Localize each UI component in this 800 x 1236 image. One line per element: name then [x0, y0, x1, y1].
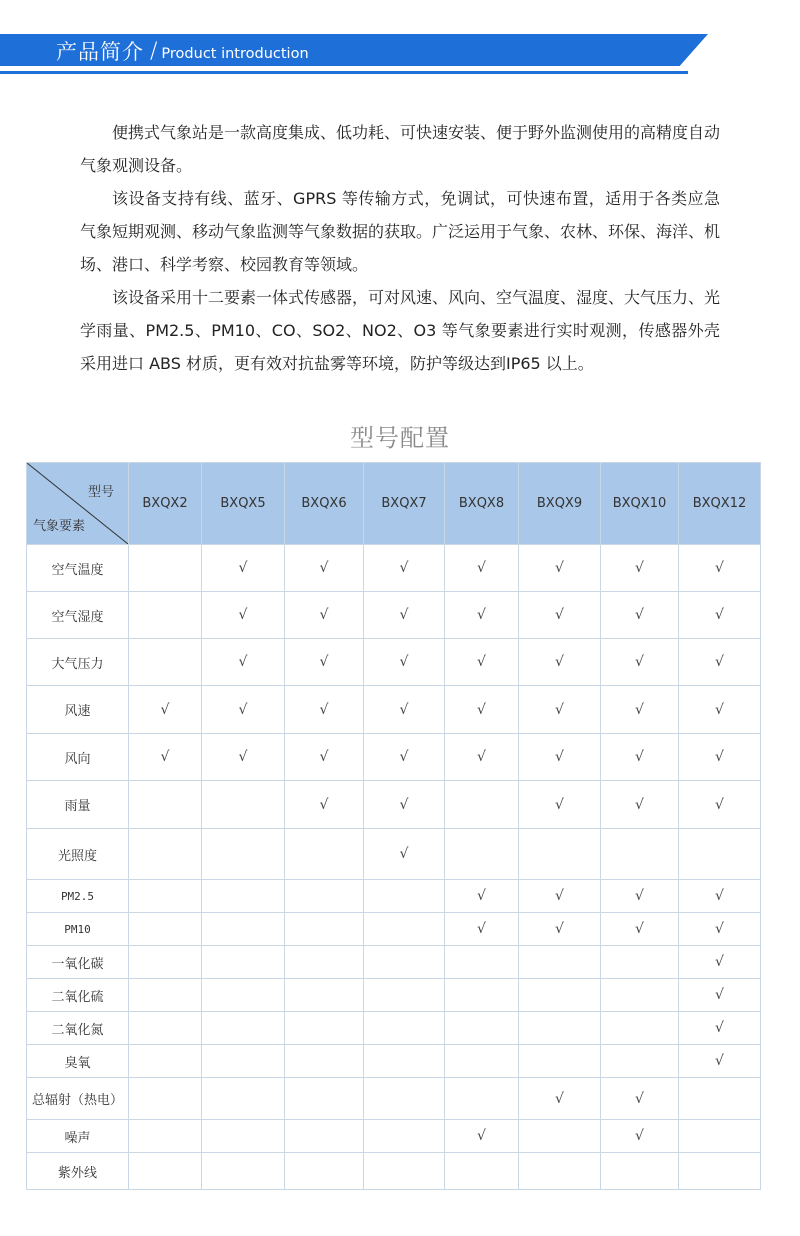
config-cell: [285, 1012, 364, 1045]
config-cell: [285, 1153, 364, 1190]
corner-label-element: 气象要素: [33, 519, 86, 534]
check-mark-icon: √: [319, 749, 329, 765]
check-mark-icon: √: [238, 749, 248, 765]
check-mark-icon: √: [715, 560, 724, 576]
section-banner: [0, 0, 800, 80]
row-label: 臭氧: [27, 1045, 129, 1078]
config-cell: [601, 979, 679, 1012]
table-title: 型号配置: [350, 424, 450, 452]
config-cell: [129, 686, 202, 734]
config-cell: [285, 545, 364, 592]
config-cell: [285, 829, 364, 880]
config-cell: [601, 1120, 679, 1153]
config-cell: [202, 1012, 285, 1045]
intro-paragraph: 便携式气象站是一款高度集成、低功耗、可快速安装、便于野外监测使用的高精度自动气象观测设备。: [80, 123, 721, 175]
check-mark-icon: √: [555, 888, 564, 904]
check-mark-icon: √: [635, 796, 644, 813]
config-cell: [129, 592, 202, 639]
check-mark-icon: √: [319, 701, 329, 718]
config-cell: [519, 913, 601, 946]
config-cell: [202, 1045, 285, 1078]
config-cell: [445, 979, 519, 1012]
check-mark-icon: √: [399, 749, 409, 765]
config-cell: [519, 734, 601, 781]
config-cell: [129, 1045, 202, 1078]
row-label: 大气压力: [27, 639, 129, 686]
config-cell: [679, 979, 761, 1012]
table-row: [27, 686, 761, 734]
config-cell: [129, 1078, 202, 1120]
config-cell: [285, 880, 364, 913]
config-cell: [364, 880, 445, 913]
model-header-bxqx9: BXQX9: [519, 463, 601, 545]
config-cell: [129, 545, 202, 592]
config-cell: [519, 1012, 601, 1045]
intro-paragraph: 该设备采用十二要素一体式传感器，可对风速、风向、空气温度、湿度、大气压力、光学雨量、PM2.5、PM10、CO、SO2、NO2、O3 等气象要素进行实时观测，传感器外壳采用进口 ABS 材质，更有效对抗盐雾等环境，防护等级达到IP65 以上。: [80, 288, 721, 373]
check-mark-icon: √: [399, 846, 409, 862]
config-cell: [679, 1078, 761, 1120]
config-cell: [129, 829, 202, 880]
config-cell: [445, 829, 519, 880]
config-cell: [601, 880, 679, 913]
check-mark-icon: √: [555, 921, 564, 937]
config-cell: [679, 781, 761, 829]
config-cell: [601, 913, 679, 946]
table-row: [27, 1120, 761, 1153]
check-mark-icon: √: [715, 1053, 724, 1069]
row-label: 风速: [27, 686, 129, 734]
row-label: 空气湿度: [27, 592, 129, 639]
config-cell: [285, 913, 364, 946]
config-cell: [679, 686, 761, 734]
row-label: 空气温度: [27, 545, 129, 592]
check-mark-icon: √: [635, 1128, 644, 1144]
config-cell: [519, 829, 601, 880]
config-cell: [679, 592, 761, 639]
check-mark-icon: √: [477, 701, 486, 718]
config-cell: [202, 734, 285, 781]
table-row: [27, 1012, 761, 1045]
table-corner-cell: [27, 463, 129, 545]
check-mark-icon: √: [635, 921, 644, 937]
config-cell: [445, 639, 519, 686]
intro-paragraph: 该设备支持有线、蓝牙、GPRS 等传输方式，免调试，可快速布置，适用于各类应急气象短期观测、移动气象监测等气象数据的获取。广泛运用于气象、农林、环保、海洋、机场、港口、科学考察、校园教育等领域。: [80, 189, 721, 274]
config-cell: [285, 1045, 364, 1078]
config-cell: [445, 1078, 519, 1120]
check-mark-icon: √: [319, 560, 329, 576]
banner-underline: [0, 71, 688, 74]
config-cell: [679, 1012, 761, 1045]
config-cell: [601, 734, 679, 781]
check-mark-icon: √: [477, 1128, 486, 1144]
config-cell: [445, 545, 519, 592]
check-mark-icon: √: [399, 654, 409, 670]
config-cell: [519, 686, 601, 734]
config-cell: [285, 686, 364, 734]
table-row: [27, 734, 761, 781]
config-cell: [202, 946, 285, 979]
row-label: 雨量: [27, 781, 129, 829]
table-row: [27, 781, 761, 829]
section-title-slash: /: [150, 39, 158, 64]
config-cell: [129, 946, 202, 979]
config-cell: [445, 686, 519, 734]
model-header-bxqx7: BXQX7: [364, 463, 445, 545]
config-cell: [445, 1045, 519, 1078]
check-mark-icon: √: [555, 796, 564, 813]
table-row: [27, 639, 761, 686]
config-cell: [364, 592, 445, 639]
config-cell: [601, 639, 679, 686]
check-mark-icon: √: [238, 607, 248, 623]
check-mark-icon: √: [160, 749, 170, 765]
config-cell: [285, 1078, 364, 1120]
config-cell: [285, 979, 364, 1012]
config-cell: [364, 781, 445, 829]
config-cell: [519, 1120, 601, 1153]
config-cell: [519, 1045, 601, 1078]
check-mark-icon: √: [319, 796, 329, 813]
config-cell: [601, 781, 679, 829]
config-cell: [202, 1120, 285, 1153]
config-cell: [285, 1120, 364, 1153]
row-label: 噪声: [27, 1120, 129, 1153]
config-cell: [601, 946, 679, 979]
config-cell: [601, 1012, 679, 1045]
config-cell: [364, 1120, 445, 1153]
check-mark-icon: √: [555, 1090, 564, 1107]
config-cell: [679, 1120, 761, 1153]
config-cell: [285, 946, 364, 979]
config-cell: [445, 1120, 519, 1153]
config-cell: [601, 1153, 679, 1190]
row-label: PM10: [27, 913, 129, 946]
config-cell: [202, 913, 285, 946]
model-header-bxqx6: BXQX6: [285, 463, 364, 545]
config-cell: [519, 979, 601, 1012]
check-mark-icon: √: [238, 701, 248, 718]
check-mark-icon: √: [399, 701, 409, 718]
config-cell: [679, 639, 761, 686]
check-mark-icon: √: [555, 749, 564, 765]
check-mark-icon: √: [715, 888, 724, 904]
check-mark-icon: √: [399, 796, 409, 813]
config-cell: [679, 946, 761, 979]
section-title-cn: 产品简介: [56, 40, 144, 64]
table-row: [27, 946, 761, 979]
config-cell: [519, 592, 601, 639]
check-mark-icon: √: [715, 749, 724, 765]
config-cell: [445, 1012, 519, 1045]
config-cell: [364, 639, 445, 686]
check-mark-icon: √: [555, 607, 564, 623]
config-cell: [445, 1153, 519, 1190]
check-mark-icon: √: [477, 921, 486, 937]
table-row: [27, 880, 761, 913]
config-cell: [285, 734, 364, 781]
section-title-en: Product introduction: [161, 46, 309, 62]
check-mark-icon: √: [635, 749, 644, 765]
config-cell: [129, 1120, 202, 1153]
config-cell: [601, 686, 679, 734]
config-cell: [679, 1153, 761, 1190]
config-cell: [601, 592, 679, 639]
intro-text: [80, 116, 720, 380]
check-mark-icon: √: [477, 654, 486, 670]
config-cell: [129, 781, 202, 829]
row-label: 光照度: [27, 829, 129, 880]
config-cell: [364, 686, 445, 734]
check-mark-icon: √: [477, 560, 486, 576]
config-cell: [601, 1045, 679, 1078]
config-cell: [519, 1153, 601, 1190]
model-config-table: [26, 462, 761, 1190]
config-cell: [129, 734, 202, 781]
config-cell: [202, 979, 285, 1012]
model-header-bxqx8: BXQX8: [445, 463, 519, 545]
config-cell: [129, 979, 202, 1012]
config-cell: [519, 880, 601, 913]
config-cell: [202, 781, 285, 829]
table-body: [27, 545, 761, 1190]
check-mark-icon: √: [635, 888, 644, 904]
config-cell: [519, 1078, 601, 1120]
check-mark-icon: √: [399, 560, 409, 576]
check-mark-icon: √: [160, 701, 170, 718]
config-cell: [364, 1153, 445, 1190]
config-cell: [364, 979, 445, 1012]
corner-label-model: 型号: [87, 485, 114, 500]
config-cell: [445, 592, 519, 639]
config-cell: [679, 545, 761, 592]
check-mark-icon: √: [715, 954, 724, 970]
config-cell: [364, 1045, 445, 1078]
config-cell: [601, 1078, 679, 1120]
check-mark-icon: √: [477, 607, 486, 623]
config-cell: [202, 592, 285, 639]
config-cell: [202, 829, 285, 880]
check-mark-icon: √: [635, 1090, 644, 1107]
table-row: [27, 1078, 761, 1120]
row-label: 风向: [27, 734, 129, 781]
check-mark-icon: √: [715, 607, 724, 623]
table-row: [27, 592, 761, 639]
config-cell: [445, 734, 519, 781]
model-header-bxqx2: BXQX2: [129, 463, 202, 545]
config-cell: [679, 913, 761, 946]
check-mark-icon: √: [319, 607, 329, 623]
table-row: [27, 979, 761, 1012]
config-cell: [364, 913, 445, 946]
config-cell: [519, 946, 601, 979]
check-mark-icon: √: [477, 888, 486, 904]
config-cell: [445, 913, 519, 946]
config-cell: [601, 829, 679, 880]
check-mark-icon: √: [635, 701, 644, 718]
table-row: [27, 1153, 761, 1190]
check-mark-icon: √: [319, 654, 329, 670]
check-mark-icon: √: [399, 607, 409, 623]
config-cell: [679, 829, 761, 880]
config-cell: [285, 781, 364, 829]
row-label: 二氧化硫: [27, 979, 129, 1012]
check-mark-icon: √: [238, 654, 248, 670]
config-cell: [202, 880, 285, 913]
config-cell: [202, 545, 285, 592]
config-cell: [202, 686, 285, 734]
config-cell: [364, 946, 445, 979]
config-cell: [519, 545, 601, 592]
config-cell: [285, 592, 364, 639]
config-cell: [202, 639, 285, 686]
check-mark-icon: √: [635, 607, 644, 623]
row-label: 一氧化碳: [27, 946, 129, 979]
model-header-bxqx10: BXQX10: [601, 463, 679, 545]
check-mark-icon: √: [715, 796, 724, 813]
section-title: [56, 36, 309, 66]
check-mark-icon: √: [635, 654, 644, 670]
config-cell: [445, 781, 519, 829]
check-mark-icon: √: [555, 654, 564, 670]
model-header-bxqx5: BXQX5: [202, 463, 285, 545]
check-mark-icon: √: [715, 654, 724, 670]
config-cell: [129, 639, 202, 686]
table-row: [27, 913, 761, 946]
config-cell: [679, 880, 761, 913]
config-cell: [364, 545, 445, 592]
config-cell: [129, 880, 202, 913]
config-cell: [679, 734, 761, 781]
row-label: 总辐射（热电）: [27, 1078, 129, 1120]
config-cell: [445, 946, 519, 979]
check-mark-icon: √: [555, 560, 564, 576]
check-mark-icon: √: [715, 701, 724, 718]
row-label: 紫外线: [27, 1153, 129, 1190]
check-mark-icon: √: [715, 921, 724, 937]
table-row: [27, 1045, 761, 1078]
table-header-row: [27, 463, 761, 545]
config-cell: [129, 1012, 202, 1045]
config-cell: [364, 829, 445, 880]
config-cell: [601, 545, 679, 592]
config-cell: [129, 913, 202, 946]
check-mark-icon: √: [715, 1020, 724, 1036]
config-cell: [285, 639, 364, 686]
config-cell: [519, 639, 601, 686]
row-label: PM2.5: [27, 880, 129, 913]
table-row: [27, 829, 761, 880]
check-mark-icon: √: [635, 560, 644, 576]
config-cell: [519, 781, 601, 829]
config-cell: [202, 1153, 285, 1190]
check-mark-icon: √: [715, 987, 724, 1003]
check-mark-icon: √: [555, 701, 564, 718]
config-cell: [445, 880, 519, 913]
model-header-bxqx12: BXQX12: [679, 463, 761, 545]
config-cell: [364, 1078, 445, 1120]
config-cell: [364, 734, 445, 781]
config-cell: [679, 1045, 761, 1078]
config-cell: [129, 1153, 202, 1190]
config-cell: [202, 1078, 285, 1120]
check-mark-icon: √: [477, 749, 486, 765]
check-mark-icon: √: [238, 560, 248, 576]
row-label: 二氧化氮: [27, 1012, 129, 1045]
config-cell: [364, 1012, 445, 1045]
table-row: [27, 545, 761, 592]
